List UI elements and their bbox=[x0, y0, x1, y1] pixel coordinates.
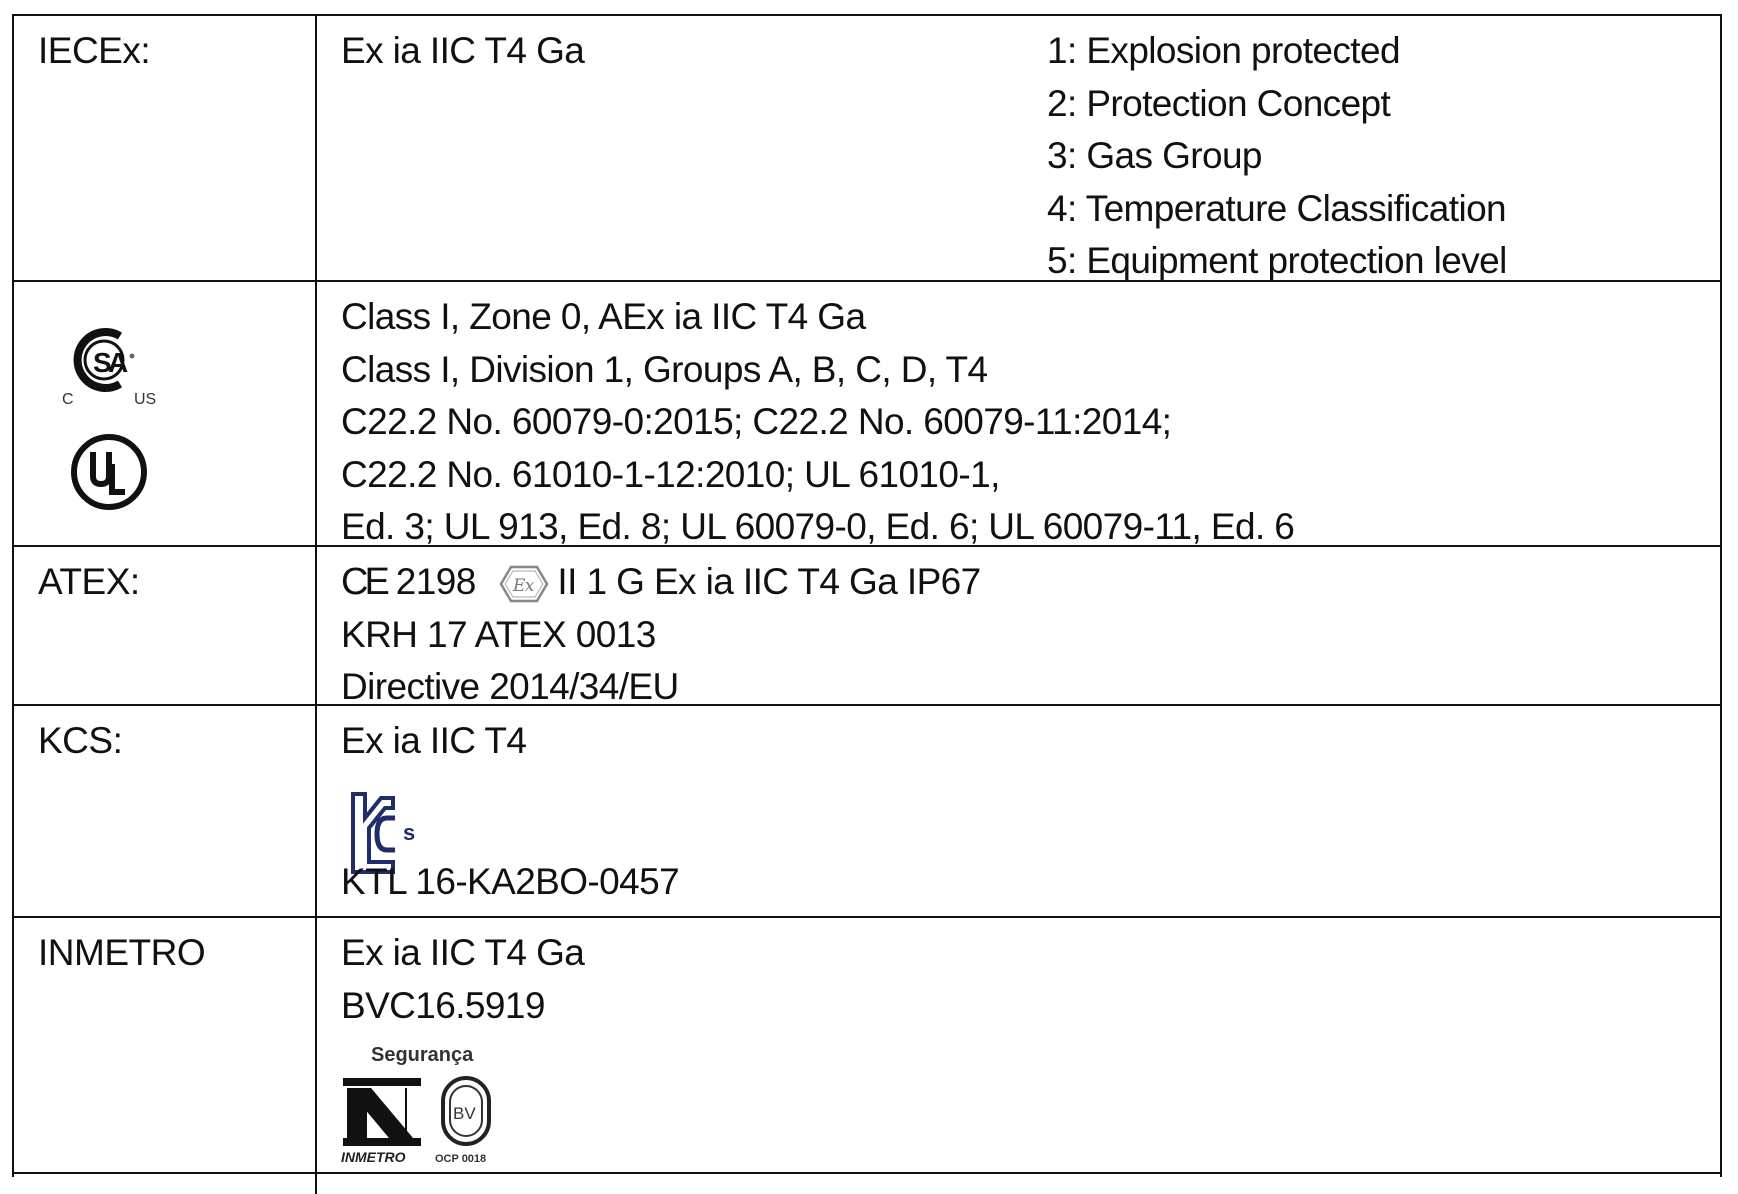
ce-mark-icon: CE bbox=[341, 561, 386, 603]
marking-line: Ex ia IIC T4 bbox=[341, 720, 527, 761]
row-label: KCS: bbox=[38, 720, 123, 761]
ul-logo-icon bbox=[69, 432, 149, 512]
row-label: ATEX: bbox=[38, 561, 140, 602]
inmetro-logo-icon bbox=[341, 1076, 431, 1166]
atex-marking: II 1 G Ex ia IIC T4 Ga IP67 bbox=[557, 561, 981, 602]
ex-hexagon-icon bbox=[499, 564, 549, 604]
bv-ocp-logo-icon bbox=[431, 1076, 511, 1166]
inmetro-label: INMETRO bbox=[341, 1149, 406, 1165]
value-cell bbox=[317, 547, 1720, 707]
csa-us-label: US bbox=[134, 391, 157, 408]
bv-label: BV bbox=[453, 1104, 476, 1123]
label-cell bbox=[14, 706, 317, 916]
csa-logo-icon bbox=[54, 322, 164, 412]
value-cell bbox=[317, 918, 1720, 1172]
notified-body-number: 2198 bbox=[395, 561, 476, 602]
certificate-number: KTL 16-KA2BO-0457 bbox=[341, 861, 680, 902]
certification-table bbox=[12, 14, 1722, 1177]
row-next-partial bbox=[14, 1174, 1720, 1194]
label-cell bbox=[14, 918, 317, 1172]
svg-text:Ex: Ex bbox=[513, 576, 535, 597]
row-csa-ul bbox=[14, 282, 1720, 547]
row-label: INMETRO bbox=[38, 932, 206, 973]
marking-line: Ex ia IIC T4 Ga bbox=[341, 30, 585, 71]
row-atex bbox=[14, 547, 1720, 706]
legend-item: 2: Protection Concept bbox=[1047, 82, 1391, 124]
seguranca-label: Segurança bbox=[371, 1044, 474, 1066]
row-label: IECEx: bbox=[38, 30, 151, 71]
certificate-number: KRH 17 ATEX 0013 bbox=[341, 613, 656, 655]
marking-line: Class I, Division 1, Groups A, B, C, D, T4 bbox=[341, 348, 988, 390]
standards-line: Ed. 3; UL 913, Ed. 8; UL 60079-0, Ed. 6; UL 60079-11, Ed. 6 bbox=[341, 506, 1295, 547]
value-cell bbox=[317, 706, 1720, 916]
label-cell bbox=[14, 1174, 317, 1194]
label-cell bbox=[14, 16, 317, 280]
standards-line: C22.2 No. 60079-0:2015; C22.2 No. 60079-11:2014; bbox=[341, 401, 1172, 442]
legend-item: 4: Temperature Classification bbox=[1047, 187, 1507, 229]
directive-line: Directive 2014/34/EU bbox=[341, 666, 679, 707]
csa-c-label: C bbox=[62, 391, 74, 408]
legend-item: 5: Equipment protection level bbox=[1047, 240, 1507, 281]
row-iecex bbox=[14, 16, 1720, 282]
svg-text:s: s bbox=[403, 820, 416, 845]
label-cell bbox=[14, 282, 317, 545]
row-inmetro bbox=[14, 918, 1720, 1174]
ocp-label: OCP 0018 bbox=[435, 1153, 487, 1165]
svg-text:A: A bbox=[108, 347, 129, 378]
row-kcs bbox=[14, 706, 1720, 918]
legend-item: 1: Explosion protected bbox=[1047, 30, 1400, 71]
svg-text:S: S bbox=[93, 347, 112, 378]
legend-item: 3: Gas Group bbox=[1047, 135, 1262, 176]
value-cell bbox=[317, 282, 1720, 545]
marking-line: Class I, Zone 0, AEx ia IIC T4 Ga bbox=[341, 296, 866, 337]
certificate-number: BVC16.5919 bbox=[341, 984, 545, 1026]
value-cell bbox=[317, 16, 1720, 280]
marking-legend bbox=[1047, 25, 1507, 288]
standards-line: C22.2 No. 61010-1-12:2010; UL 61010-1, bbox=[341, 453, 1000, 495]
atex-marking-line bbox=[341, 556, 981, 609]
label-cell bbox=[14, 547, 317, 704]
marking-line: Ex ia IIC T4 Ga bbox=[341, 932, 585, 973]
